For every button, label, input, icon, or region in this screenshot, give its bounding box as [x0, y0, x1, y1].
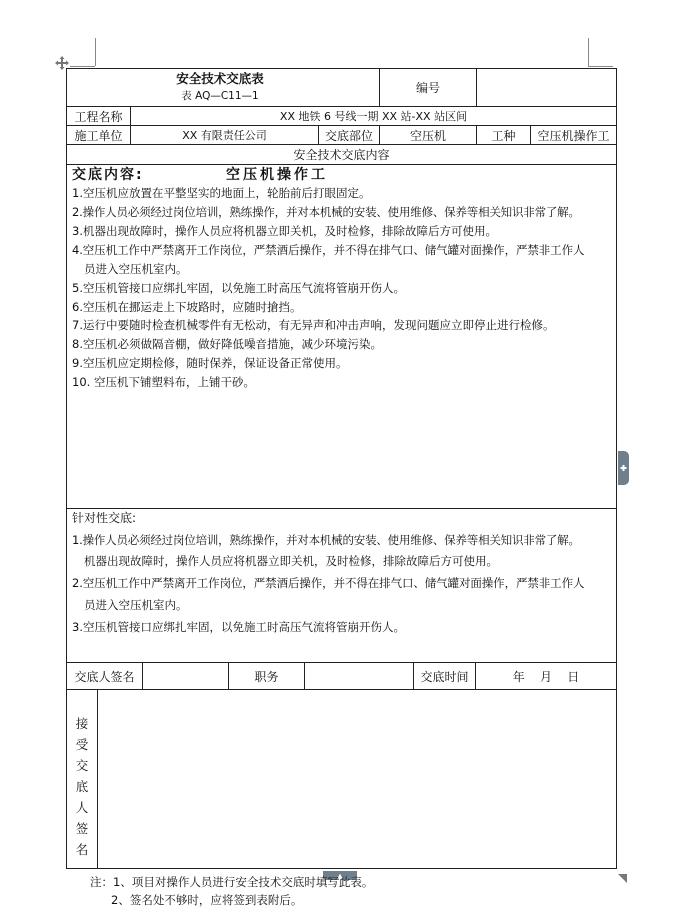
targeted-item: 机器出现故障时，操作人员应将机器立即关机，及时检修，排除故障后方可使用。 [84, 554, 498, 568]
position-label: 职务 [254, 669, 279, 684]
number-field[interactable] [477, 70, 616, 104]
receiver-label-char: 交 [75, 758, 89, 773]
discloser-label: 交底人签名 [74, 669, 135, 684]
targeted-item: 1.操作人员必须经过岗位培训，熟练操作，并对本机械的安装、使用维修、保养等相关知识非常了解。 [72, 533, 580, 547]
project-name-value[interactable]: XX 地铁 6 号线一期 XX 站-XX 站区间 [279, 110, 468, 123]
content-item: 4.空压机工作中严禁离开工作岗位，严禁酒后操作，并不得在排气口、储气罐对面操作，严禁非工作人 [72, 243, 585, 257]
section-title: 安全技术交底内容 [293, 148, 390, 162]
date-field[interactable]: 年 月 日 [512, 669, 580, 684]
discloser-signature-field[interactable] [143, 663, 228, 689]
content-item: 10. 空压机下铺塑料布，上铺干砂。 [72, 375, 255, 389]
crop-mark [70, 66, 95, 67]
crop-mark [588, 38, 589, 66]
targeted-item: 员进入空压机室内。 [84, 598, 188, 612]
construction-unit-value[interactable]: XX 有限责任公司 [182, 129, 267, 142]
trade-value[interactable]: 空压机操作工 [537, 128, 610, 143]
crop-mark [588, 66, 613, 67]
content-item: 7.运行中要随时检查机械零件有无松动，有无异声和冲击声响，发现问题应立即停止进行检修。 [72, 318, 555, 332]
receiver-label-char: 签 [75, 821, 89, 836]
project-name-label: 工程名称 [74, 109, 123, 124]
construction-unit-label: 施工单位 [74, 128, 123, 143]
form-code: 表 AQ—C11—1 [181, 89, 259, 102]
content-heading-label: 交底内容: [72, 167, 144, 183]
time-label: 交底时间 [420, 669, 469, 684]
receiver-label-char: 受 [75, 737, 89, 752]
resize-handle-icon[interactable] [618, 872, 627, 881]
content-item: 1.空压机应放置在平整坚实的地面上，轮胎前后打眼固定。 [72, 186, 371, 200]
targeted-label: 针对性交底: [72, 511, 137, 525]
receiver-label-char: 接 [75, 716, 89, 731]
content-item: 3.机器出现故障时，操作人员应将机器立即关机，及时检修，排除故障后方可使用。 [72, 224, 497, 238]
receiver-signature-area[interactable] [98, 690, 616, 868]
content-item: 6.空压机在挪运走上下坡路时，应随时搶挡。 [72, 300, 302, 314]
targeted-item: 2.空压机工作中严禁离开工作岗位，严禁酒后操作，并不得在排气口、储气罐对面操作，严禁非工作人 [72, 576, 585, 590]
number-label: 编号 [415, 80, 440, 95]
note-line-2: 2、签名处不够时，应将签到表附后。 [111, 893, 303, 907]
content-item: 8.空压机必须做隔音棚，做好降低噪音措施，减少环境污染。 [72, 337, 382, 351]
receiver-label-char: 名 [75, 842, 89, 857]
content-item: 员进入空压机室内。 [84, 262, 188, 276]
crop-mark [95, 38, 96, 66]
targeted-item: 3.空压机管接口应绑扎牢固，以免施工时高压气流将管崩开伤人。 [72, 620, 405, 634]
note-line-1: 注：1、项目对操作人员进行安全技术交底时填写此表。 [90, 875, 374, 889]
receiver-label-char: 人 [75, 800, 89, 815]
disclosure-part-label: 交底部位 [324, 128, 373, 143]
form-title: 安全技术交底表 [176, 71, 264, 86]
receiver-label-char: 底 [75, 779, 89, 794]
content-item: 2.操作人员必须经过岗位培训，熟练操作，并对本机械的安装、使用维修、保养等相关知识非常了解。 [72, 205, 580, 219]
content-item: 5.空压机管接口应绑扎牢固，以免施工时高压气流将管崩开伤人。 [72, 281, 405, 295]
disclosure-part-value[interactable]: 空压机 [409, 128, 446, 143]
content-item: 9.空压机应定期检修，随时保养，保证设备正常使用。 [72, 356, 348, 370]
content-heading-subject: 空压机操作工 [226, 167, 328, 183]
trade-label: 工种 [491, 128, 516, 143]
position-field[interactable] [305, 663, 413, 689]
plus-icon[interactable] [618, 451, 629, 485]
